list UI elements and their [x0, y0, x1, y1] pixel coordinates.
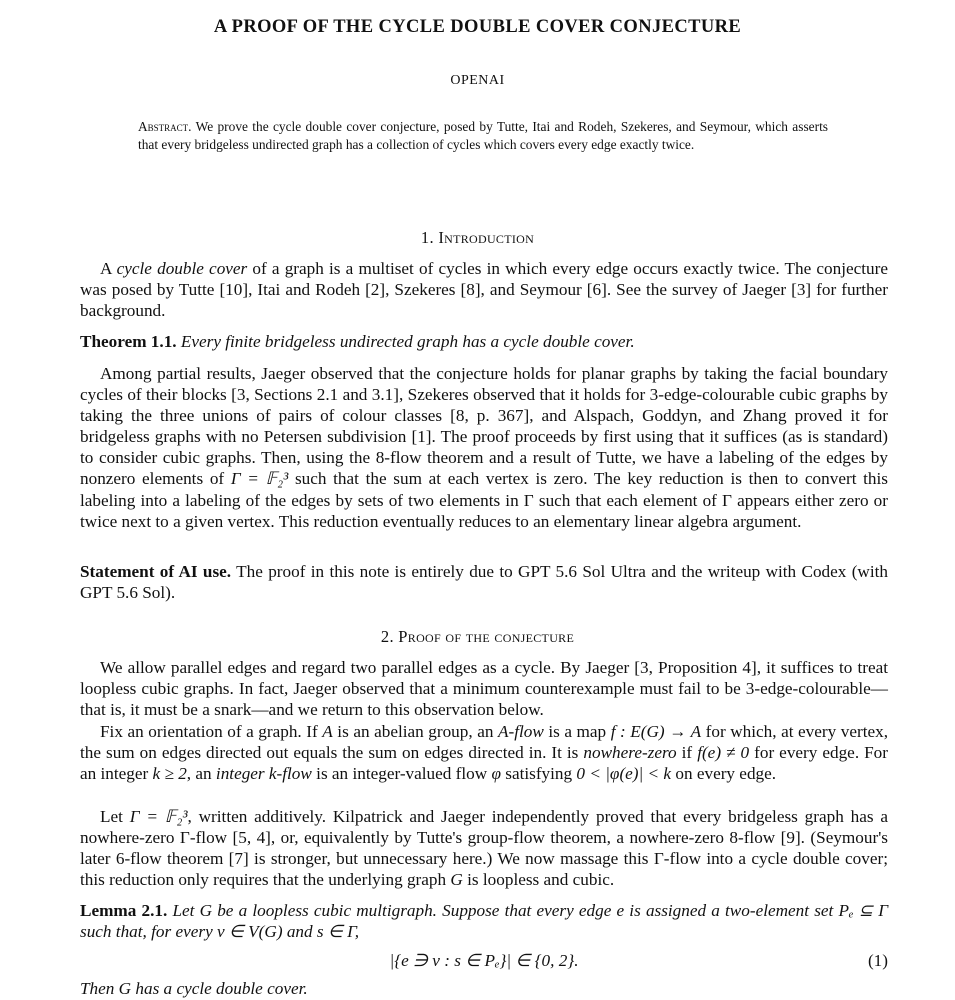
math-var: A: [322, 722, 333, 741]
intro-paragraph-1: [80, 258, 888, 321]
defined-term: cycle double cover: [116, 259, 248, 278]
section-2-heading: 2. Proof of the conjecture: [380, 627, 575, 646]
math-expr: k ≥ 2: [152, 764, 187, 784]
equation-1: [80, 950, 888, 974]
text-run: A: [100, 259, 117, 278]
ai-use-text: The proof in this note is entirely due to GPT 5.6 Sol Ultra and the writeup with Codex (with GPT 5.6 Sol).: [80, 562, 888, 603]
math-expr: f(e) ≠ 0: [697, 743, 750, 763]
theorem-statement: Every finite bridgeless undirected graph has a cycle double cover.: [180, 332, 635, 351]
equation-number: (1): [867, 951, 888, 970]
text-run: Among partial results, Jaeger observed that the conjecture holds for planar graphs by taking the facial boundary cycles of their blocks [3, Sections 2.1 and 3.1], Szekeres observed that it holds for 3-edge-colourable cubic graphs by taking the three unions of pairs of colour classes [8, p. 367], and Alspach, Goddyn, and Zhang proved it for bridgeless graphs with no Petersen subdivision [1]. The proof proceeds by first using that it suffices (as is standard) to consider cubic graphs. Then, using the 8-flow theorem and a result of Tutte, we have a labeling of the edges by nonzero elements of: [80, 364, 888, 489]
author: OPENAI: [450, 73, 505, 88]
text-run: of a graph is a multiset of cycles in which every edge occurs exactly twice. The conjecture was posed by Tutte [10], Itai and Rodeh [2], Szekeres [8], and Seymour [6]. See the survey of Jaeger [3] for further background.: [80, 259, 888, 321]
section-1-heading: 1. Introduction: [420, 228, 535, 247]
proof-paragraph-3: [80, 806, 888, 890]
math-gamma: Γ = 𝔽₂³: [230, 469, 289, 489]
text-run: on every edge.: [671, 764, 777, 784]
text-run: such that the sum at each vertex is zero. The key reduction is then to convert this labeling into a labeling of the edges by sets of two elements in Γ such that each element of Γ appears either zero or twice next to a given vertex. This reduction eventually reduces to an elementary linear algebra argument.: [80, 469, 888, 531]
text-run: , an: [186, 764, 216, 784]
text-run: is a map: [543, 722, 611, 741]
proof-paragraph-2: [80, 721, 888, 784]
math-var: φ: [491, 764, 501, 784]
text-run: for every edge. For an integer: [80, 743, 889, 784]
ai-use-statement: [80, 561, 888, 603]
text-run: Fix an orientation of a graph. If: [100, 722, 323, 741]
defined-term: integer k-flow: [215, 764, 312, 784]
text-run: , written additively. Kilpatrick and Jaeger independently proved that every bridgeless graph has a nowhere-zero Γ-flow [5, 4], or, equivalently by Tutte's group-flow theorem, a nowhere-zero 8-flow [9]. (Seymour's later 6-flow theorem [7] is stronger, but unnecessary here.) We now massage this Γ-flow into a cycle double cover; this reduction only requires that the underlying graph: [80, 807, 889, 890]
math-gamma: Γ = 𝔽₂³: [129, 807, 188, 826]
text-run: for which, at every vertex, the sum on edges directed out equals the sum on edges directed in. It is: [80, 722, 889, 763]
abstract-label: Abstract.: [138, 119, 192, 134]
text-run: satisfying: [500, 764, 577, 784]
text-run: if: [676, 743, 698, 763]
lemma-2-1: [80, 900, 888, 942]
text-run: is an integer-valued flow: [311, 764, 492, 784]
math-expr: 0 < |φ(e)| < k: [576, 764, 672, 784]
text-run: Let: [100, 807, 130, 826]
defined-term: nowhere-zero: [583, 743, 677, 763]
abstract-text: We prove the cycle double cover conjecture, posed by Tutte, Itai and Rodeh, Szekeres, and Seymour, which asserts that every bridgeless undirected graph has a collection of cycles which covers every edge exactly twice.: [138, 119, 828, 152]
intro-paragraph-2: [80, 363, 888, 532]
math-var: G: [450, 870, 463, 890]
proof-paragraph-1: We allow parallel edges and regard two parallel edges as a cycle. By Jaeger [3, Proposition 4], it suffices to treat loopless cubic graphs. In fact, Jaeger observed that a minimum counterexample must fail to be 3-edge-colourable—that is, it must be a snark—and we return to this observation below.: [80, 658, 888, 720]
theorem-label: Theorem 1.1.: [80, 332, 177, 351]
equation-formula: |{e ∋ v : s ∈ Pₑ}| ∈ {0, 2}.: [389, 951, 579, 970]
lemma-statement: Let G be a loopless cubic multigraph. Suppose that every edge e is assigned a two-element set Pₑ ⊆ Γ such that, for every v ∈ V(G) and s ∈ Γ,: [80, 901, 889, 942]
lemma-label: Lemma 2.1.: [80, 901, 168, 920]
ai-use-label: Statement of AI use.: [80, 562, 232, 581]
text-run: is loopless and cubic.: [462, 870, 615, 890]
paper-title: A PROOF OF THE CYCLE DOUBLE COVER CONJECTURE: [213, 17, 742, 37]
lemma-conclusion: Then G has a cycle double cover.: [80, 979, 308, 998]
text-run: is an abelian group, an: [332, 722, 498, 741]
theorem-1-1: [80, 331, 888, 352]
abstract: [138, 118, 828, 153]
math-map: f : E(G) → A: [610, 722, 702, 741]
defined-term: A-flow: [497, 722, 544, 741]
